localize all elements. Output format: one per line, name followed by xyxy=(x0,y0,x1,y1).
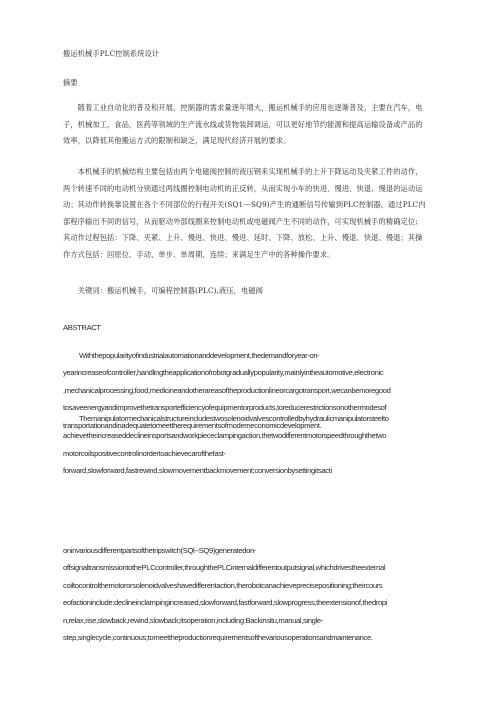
abstract-paragraph-1 xyxy=(63,100,439,150)
text-line: forward,slowforward,fastrewind,slowmovementbackmovement;conversionbysettingitsacti xyxy=(63,466,332,476)
text-line: 其动作过程包括：下降、夹紧、上升、慢进、快进、慢进、延时、下降、放松、上升、慢退、快退、慢退；其操 xyxy=(63,233,423,243)
text-line: eofactioninclude:declineinclampingincreased,slowforward,fastforward,slowprogress,theextensionof,thedropi xyxy=(63,598,388,608)
text-line: 效率，以降低其他搬运方式的限制和缺乏，满足现代经济开展的要求。 xyxy=(63,136,291,146)
text-line: oninvariousdifferentpartsofthetripswitch(SQl--SQ9)generatedon- xyxy=(63,546,257,555)
abstract-en-heading: ABSTRACT xyxy=(63,323,101,332)
text-line: achievetheincreaseddeclineinsportsandworkpiececlampingaction,thetwodifferentmotorspeedthroughthetwo xyxy=(63,431,387,441)
text-line: Withthepopularityofindustrialautomationanddevelopment,thedemandforyear-on- xyxy=(79,351,320,360)
text-line: 作方式包括：回原位、手动、单步、单周期、连续；来满足生产中的各种操作要求。 xyxy=(63,249,335,259)
english-paragraph-2 xyxy=(63,410,439,480)
text-line: coiltocontrolthemotororsolenoidvalveshavedifferentaction,therobotcanachieveprecisepositioning;theircours xyxy=(63,580,383,590)
text-line: yearincreaseofcontroller,handlingtheapplicationofrobotgraduallypopularity,mainlyintheautomotive,electronic xyxy=(63,368,384,378)
text-line: 本机械手的机械结构主要包括由两个电磁阀控制的液压钢来实现机械手的上升下降运动及夹紧工件的动作， xyxy=(63,167,423,176)
text-line: tosaveenergyandimprovethetransportefficiencyofequipmentorproducts,toreducerestrictionsonothermodesof xyxy=(63,403,387,413)
text-line: ,mechanicalprocessing,food,medicineandotherareasoftheproductionlineorcargotransport,wecanbemoregood xyxy=(63,385,391,395)
text-line: step,singlecycle,continuous;tomeettheproductionrequirementsofthevariousoperationsandmaintenance. xyxy=(63,633,373,643)
document-title: 搬运机械手PLC控制系统设计 xyxy=(63,49,160,58)
keywords: 关键词：搬运机械手，可编程控制器(PLC),液压，电磁阀 xyxy=(63,286,264,295)
text-line: 动；其动作转换靠设置在各个不同部位的行程开关(SQ1---SQ9)产生的通断信号传输到PLC控制器，通过PLC内 xyxy=(63,200,426,210)
text-line: 随着工业自动化的普及和开展，控制器的需求量逐年增大，搬运机械手的应用也逐渐普及，主要在汽车，电 xyxy=(63,103,423,112)
abstract-paragraph-2 xyxy=(63,164,439,264)
text-line: n,relax,rise,slowback,rewind,slowback;itsoperation,including:Backinsitu,manual,single- xyxy=(63,615,323,625)
text-line: 部程序输出不同的信号，从而驱动外部线圈来控制电动机或电磁阀产生不同的动作，可实现机械手的精确定位; xyxy=(63,216,418,226)
text-line: offsignaltransmissiontothePLCcontroller,throughthePLCinternaldifferentoutputsignal,whichdrivestheexternal xyxy=(63,563,386,573)
text-line: motorcoilspositivecontrolinordertoachievecarofthefast- xyxy=(63,448,226,458)
text-line: Themanipulatormechanicalstructureincludestwosolenoidvalvescontrolledbyhydraulicmanipulatorsteelto xyxy=(79,414,389,423)
english-paragraph-3 xyxy=(63,542,439,646)
text-line: 两个转速不同的电动机分别通过两线圈控制电动机的正反转，从而实现小车的快进、慢进、快退、慢退的运动运 xyxy=(63,183,423,193)
text-line: transportationandinadequatetomeettherequirementsofmoderneconomicdevelopment. xyxy=(63,420,322,430)
abstract-heading: 摘要 xyxy=(63,78,78,87)
text-line: 子，机械加工，食品，医药等领域的生产流水线或货物装卸调运，可以更好地节约能源和提高运输设备或产品的 xyxy=(63,119,423,129)
